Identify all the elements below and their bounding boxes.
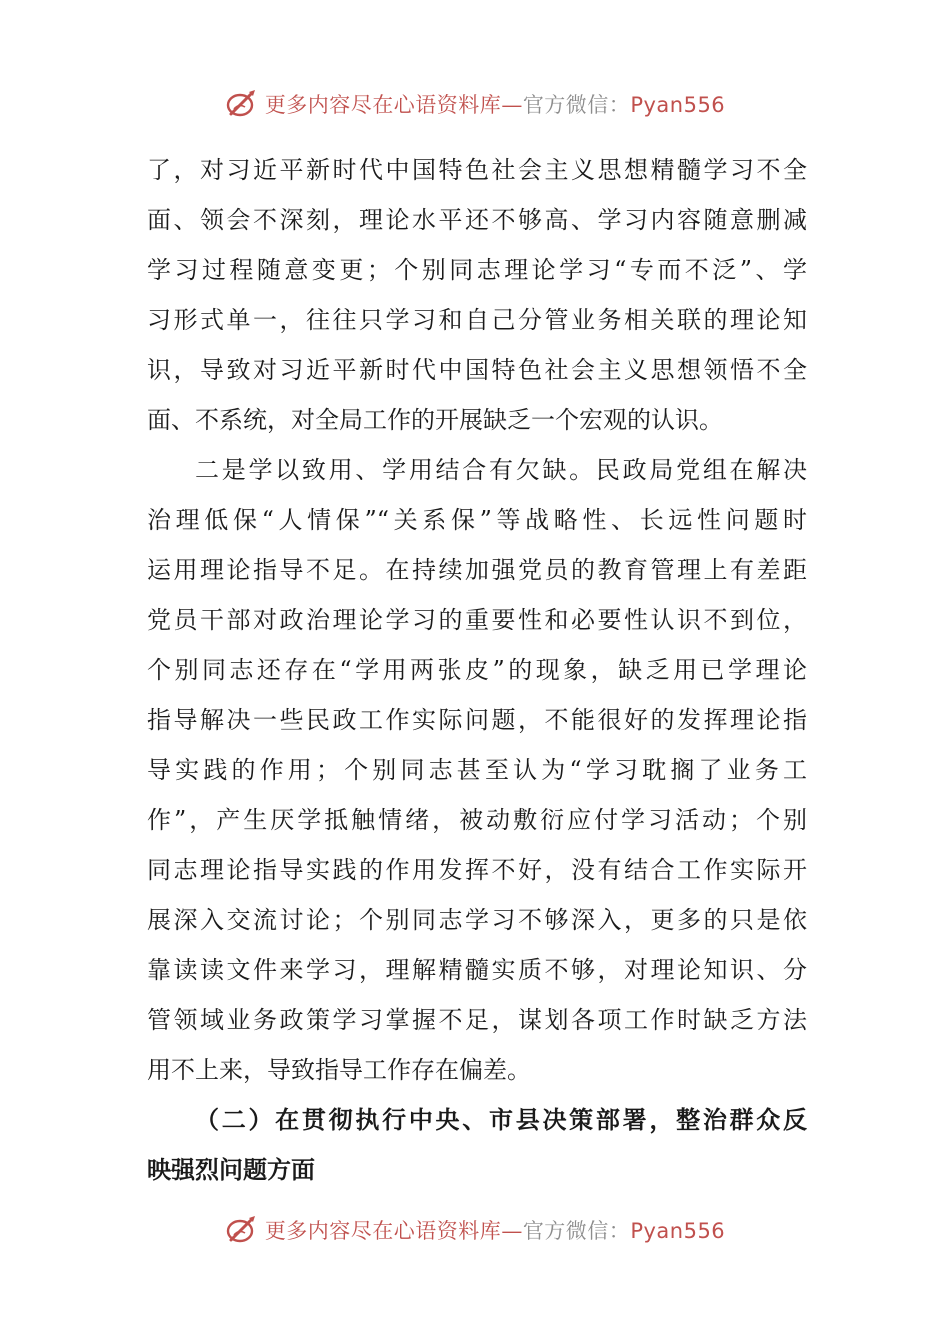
text-line: 面、领会不深刻，理论水平还不够高、学习内容随意删减: [147, 206, 807, 234]
watermark-official-label: 官方微信：: [522, 1219, 631, 1243]
watermark-dash: —: [501, 93, 523, 117]
header-watermark: [0, 84, 950, 124]
text-line: 了，对习近平新时代中国特色社会主义思想精髓学习不全: [147, 156, 807, 184]
text-line: 导实践的作用；个别同志甚至认为“学习耽搁了业务工: [147, 756, 807, 784]
text-line: 习形式单一，往往只学习和自己分管业务相关联的理论知: [147, 306, 807, 334]
footer-watermark: [0, 1210, 950, 1250]
text-line: 展深入交流讨论；个别同志学习不够深入，更多的只是依: [147, 906, 807, 934]
text-line: 管领域业务政策学习掌握不足，谋划各项工作时缺乏方法: [147, 1006, 807, 1034]
watermark-brand: 更多内容尽在心语资料库: [264, 1219, 502, 1243]
paragraph-first-line: 二是学以致用、学用结合有欠缺。民政局党组在解决: [195, 456, 807, 484]
text-line: 识，导致对习近平新时代中国特色社会主义思想领悟不全: [147, 356, 807, 384]
document-body: [147, 145, 807, 1195]
pen-logo-icon: [225, 87, 259, 121]
pen-logo-icon: [225, 1213, 259, 1247]
watermark-wechat-id: Pyan556: [630, 1219, 726, 1243]
watermark-text: [265, 1215, 725, 1245]
text-line: 用不上来，导致指导工作存在偏差。: [147, 1056, 531, 1084]
text-line: 运用理论指导不足。在持续加强党员的教育管理上有差距: [147, 556, 807, 584]
text-line: 学习过程随意变更；个别同志理论学习“专而不泛”、学: [147, 256, 807, 284]
text-line: 指导解决一些民政工作实际问题，不能很好的发挥理论指: [147, 706, 807, 734]
watermark-official-label: 官方微信：: [522, 93, 631, 117]
text-line: 治理低保“人情保”“关系保”等战略性、长远性问题时: [147, 506, 807, 534]
text-line: 作”，产生厌学抵触情绪，被动敷衍应付学习活动；个别: [147, 806, 807, 834]
text-line: 面、不系统，对全局工作的开展缺乏一个宏观的认识。: [147, 406, 723, 434]
watermark-brand: 更多内容尽在心语资料库: [264, 93, 502, 117]
text-line: 同志理论指导实践的作用发挥不好，没有结合工作实际开: [147, 856, 807, 884]
watermark-dash: —: [501, 1219, 523, 1243]
section-heading-continued: 映强烈问题方面: [147, 1156, 315, 1184]
text-line: 党员干部对政治理论学习的重要性和必要性认识不到位，: [147, 606, 807, 634]
watermark-wechat-id: Pyan556: [630, 93, 726, 117]
text-line: 靠读读文件来学习，理解精髓实质不够，对理论知识、分: [147, 956, 807, 984]
watermark-text: [265, 89, 725, 119]
text-line: 个别同志还存在“学用两张皮”的现象，缺乏用已学理论: [147, 656, 807, 684]
section-heading: （二）在贯彻执行中央、市县决策部署，整治群众反: [195, 1106, 807, 1134]
